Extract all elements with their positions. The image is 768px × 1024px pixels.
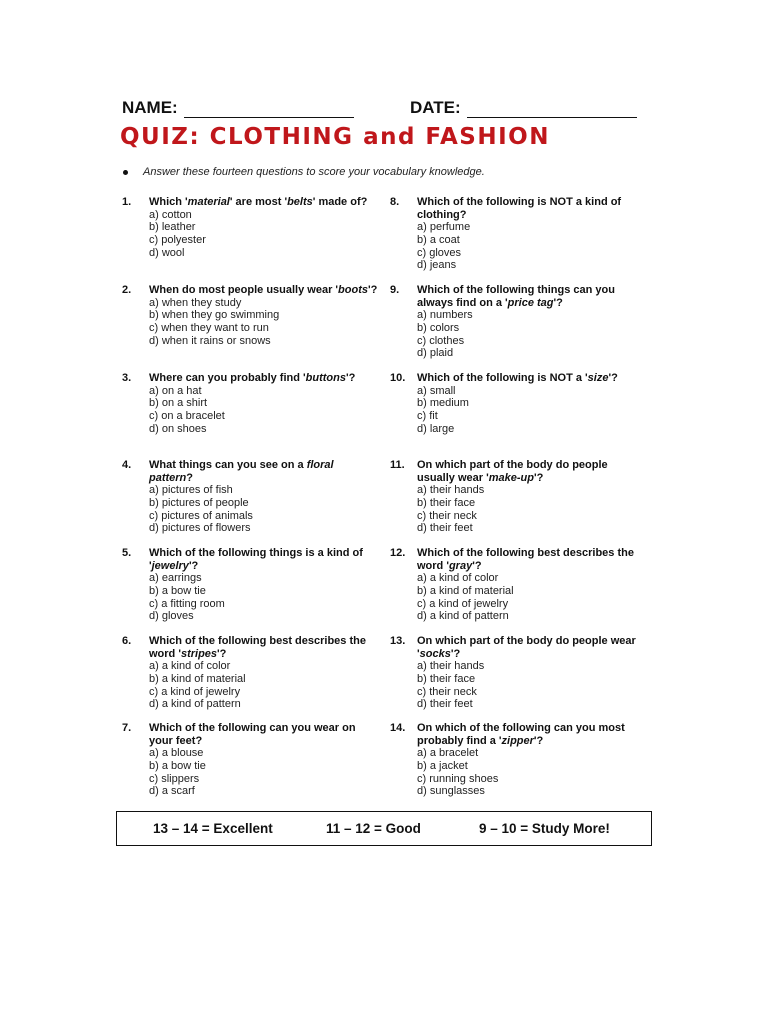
question-number: 4. [122, 459, 132, 471]
answer-options [390, 484, 652, 535]
scoring-box [116, 811, 652, 846]
question-4 [122, 459, 384, 535]
answer-option[interactable]: d) a scarf [149, 785, 195, 798]
question-number: 1. [122, 196, 132, 208]
question-text [417, 196, 647, 221]
question-text-part: Where can you probably find ' [149, 372, 306, 384]
question-14 [390, 722, 652, 798]
answer-option[interactable]: d) gloves [149, 610, 194, 623]
answer-option[interactable]: c) pictures of animals [149, 509, 253, 522]
question-keyword: stripes [180, 647, 218, 660]
answer-option[interactable]: d) their feet [417, 522, 473, 535]
answer-option[interactable]: d) on shoes [149, 422, 207, 435]
instruction [123, 166, 485, 178]
question-keyword: socks [419, 647, 451, 660]
answer-option[interactable]: c) polyester [149, 234, 206, 247]
question-keyword: make-up [488, 471, 534, 484]
question-text-part: '? [368, 284, 378, 296]
question-text [417, 635, 647, 660]
question-header [122, 196, 384, 209]
question-text-part: Which of the following is NOT a ' [417, 372, 588, 384]
answer-option[interactable]: a) a kind of color [149, 660, 231, 672]
question-text-part: '? [553, 296, 563, 309]
question-header [390, 372, 652, 385]
question-number: 10. [390, 372, 406, 384]
question-text-part: Which of the following is NOT a kind of clothing? [417, 196, 622, 221]
name-label: NAME: [122, 98, 178, 117]
question-text-part: Which of the following best describes the word ' [417, 547, 634, 572]
answer-option[interactable]: c) gloves [417, 246, 462, 259]
date-label: DATE: [410, 98, 461, 117]
question-text-part: On which part of the body do people wear ' [417, 635, 636, 660]
answer-option[interactable]: c) a fitting room [149, 597, 225, 610]
answer-options [122, 209, 384, 260]
question-text-part: ' are most ' [229, 196, 288, 208]
date-blank-line[interactable] [467, 101, 637, 118]
answer-options [390, 572, 652, 623]
question-text [149, 372, 379, 385]
answer-options [122, 297, 384, 348]
question-text-part: Which of the following can you wear on your feet? [149, 722, 356, 747]
answer-option[interactable]: d) pictures of flowers [149, 522, 251, 535]
question-10 [390, 372, 652, 436]
score-excellent: 13 – 14 = Excellent [153, 821, 273, 836]
question-number: 3. [122, 372, 132, 384]
answer-option[interactable]: d) jeans [417, 259, 457, 272]
question-header [390, 196, 652, 221]
answer-option[interactable]: b) when they go swimming [149, 309, 280, 322]
question-header [390, 547, 652, 572]
answer-option[interactable]: a) perfume [417, 221, 471, 233]
date-field[interactable] [410, 98, 637, 118]
question-header [122, 635, 384, 660]
question-text-part: On which part of the body do people usually wear ' [417, 459, 608, 484]
answer-option[interactable]: b) a jacket [417, 759, 468, 772]
question-number: 8. [390, 196, 400, 208]
question-5 [122, 547, 384, 623]
question-text-part: '? [217, 647, 227, 660]
question-keyword: boots [338, 284, 368, 296]
answer-options [122, 572, 384, 623]
question-text-part: '? [533, 734, 544, 747]
answer-option[interactable]: c) fit [417, 410, 438, 423]
answer-option[interactable]: c) a kind of jewelry [417, 597, 509, 610]
question-number: 14. [390, 722, 406, 734]
question-keyword: buttons [305, 372, 346, 384]
question-text-part: Which of the following things can you always find on a ' [417, 284, 615, 309]
answer-option[interactable]: b) their face [417, 672, 476, 685]
question-text-part: What things can you see on a [149, 459, 307, 471]
answer-option[interactable]: c) a kind of jewelry [149, 685, 241, 698]
question-number: 13. [390, 635, 406, 647]
question-11 [390, 459, 652, 535]
answer-option[interactable]: d) a kind of pattern [149, 698, 241, 711]
question-number: 2. [122, 284, 132, 296]
question-number: 7. [122, 722, 132, 734]
answer-option[interactable]: b) a bow tie [149, 584, 206, 597]
answer-option[interactable]: d) plaid [417, 347, 454, 360]
answer-option[interactable]: b) a kind of material [417, 584, 514, 597]
question-number: 6. [122, 635, 132, 647]
question-9 [390, 284, 652, 360]
answer-option[interactable]: c) on a bracelet [149, 410, 225, 423]
answer-options [390, 660, 652, 711]
question-text-part: '? [472, 559, 482, 572]
question-text-part: '? [608, 372, 618, 384]
answer-option[interactable]: c) clothes [417, 334, 465, 347]
question-header [390, 722, 652, 747]
instruction-text: Answer these fourteen questions to score your vocabulary knowledge. [143, 166, 485, 178]
answer-option[interactable]: a) pictures of fish [149, 484, 233, 496]
answer-option[interactable]: c) their neck [417, 685, 477, 698]
question-number: 12. [390, 547, 406, 559]
answer-option[interactable]: a) numbers [417, 309, 473, 321]
answer-options [122, 484, 384, 535]
answer-option[interactable]: d) when it rains or snows [149, 334, 271, 347]
answer-option[interactable]: b) colors [417, 321, 460, 334]
question-text-part: '? [188, 559, 199, 572]
answer-option[interactable]: a) on a hat [149, 384, 202, 397]
question-text [417, 722, 647, 747]
question-header [122, 372, 384, 385]
answer-options [390, 221, 652, 272]
answer-option[interactable]: c) their neck [417, 509, 477, 522]
question-keyword: jewelry [151, 559, 189, 572]
question-text-part: Which of the following best describes the word ' [149, 635, 366, 660]
score-study-more: 9 – 10 = Study More! [479, 821, 610, 836]
answer-option[interactable]: b) leather [149, 221, 196, 234]
answer-option[interactable]: b) their face [417, 496, 476, 509]
question-keyword: gray [448, 559, 473, 572]
answer-options [390, 309, 652, 360]
answer-option[interactable]: a) cotton [149, 208, 192, 221]
question-text-part: ? [186, 471, 194, 484]
question-keyword: floral pattern [149, 459, 334, 484]
question-text [417, 547, 647, 572]
answer-options [122, 385, 384, 436]
answer-option[interactable]: b) on a shirt [149, 397, 208, 410]
bullet-icon [123, 170, 128, 175]
answer-option[interactable]: a) a blouse [149, 747, 204, 759]
question-number: 11. [390, 459, 405, 471]
question-header [390, 635, 652, 660]
answer-option[interactable]: a) small [417, 384, 456, 397]
question-13 [390, 635, 652, 711]
question-8 [390, 196, 652, 272]
question-text-part: '? [533, 471, 544, 484]
question-2 [122, 284, 384, 348]
answer-option[interactable]: b) pictures of people [149, 496, 249, 509]
question-keyword: size [587, 372, 609, 384]
question-text-part: '? [450, 647, 461, 660]
question-number: 5. [122, 547, 132, 559]
quiz-title: QUIZ: CLOTHING and FASHION [120, 124, 550, 150]
question-keyword: belts [287, 196, 313, 208]
name-blank-line[interactable] [184, 101, 354, 118]
question-text [149, 459, 379, 484]
question-text-part: ' made of? [312, 196, 368, 208]
question-header [122, 284, 384, 297]
question-text [149, 722, 379, 747]
question-text-part: When do most people usually wear ' [149, 284, 339, 296]
answer-option[interactable]: a) a kind of color [417, 572, 499, 584]
question-header [390, 459, 652, 484]
question-text-part: '? [345, 372, 356, 384]
answer-option[interactable]: a) when they study [149, 296, 242, 309]
question-text-part: On which of the following can you most probably find a ' [417, 722, 625, 747]
answer-option[interactable]: b) a coat [417, 233, 460, 246]
question-text [417, 459, 647, 484]
score-good: 11 – 12 = Good [326, 821, 421, 836]
question-text [149, 635, 379, 660]
question-header [122, 459, 384, 484]
question-text [417, 284, 647, 309]
question-text [149, 547, 379, 572]
question-header [122, 547, 384, 572]
answer-option[interactable]: b) a kind of material [149, 672, 246, 685]
answer-options [390, 747, 652, 798]
answer-option[interactable]: d) sunglasses [417, 785, 485, 798]
answer-option[interactable]: a) a bracelet [417, 747, 479, 759]
question-6 [122, 635, 384, 711]
question-keyword: price tag [507, 296, 554, 309]
question-3 [122, 372, 384, 436]
question-text-part: Which of the following things is a kind of ' [149, 547, 363, 572]
answer-option[interactable]: a) their hands [417, 484, 485, 496]
answer-option[interactable]: d) large [417, 422, 455, 435]
question-text [149, 284, 379, 297]
answer-option[interactable]: c) when they want to run [149, 322, 269, 335]
answer-options [390, 385, 652, 436]
question-number: 9. [390, 284, 400, 296]
question-header [390, 284, 652, 309]
answer-options [122, 747, 384, 798]
name-field[interactable] [122, 98, 354, 118]
question-text-part: Which ' [149, 196, 188, 208]
answer-option[interactable]: d) their feet [417, 698, 473, 711]
question-header [122, 722, 384, 747]
question-7 [122, 722, 384, 798]
answer-option[interactable]: a) their hands [417, 660, 485, 672]
header-fields [122, 98, 650, 122]
answer-option[interactable]: c) running shoes [417, 772, 499, 785]
question-keyword: material [187, 196, 230, 208]
answer-option[interactable]: c) slippers [149, 772, 200, 785]
answer-option[interactable]: b) medium [417, 397, 469, 410]
answer-option[interactable]: d) a kind of pattern [417, 610, 509, 623]
question-12 [390, 547, 652, 623]
answer-option[interactable]: b) a bow tie [149, 759, 206, 772]
answer-option[interactable]: d) wool [149, 246, 185, 259]
question-1 [122, 196, 384, 260]
answer-option[interactable]: a) earrings [149, 572, 202, 584]
answer-options [122, 660, 384, 711]
question-text [417, 372, 647, 385]
question-keyword: zipper [501, 734, 534, 747]
question-text [149, 196, 379, 209]
